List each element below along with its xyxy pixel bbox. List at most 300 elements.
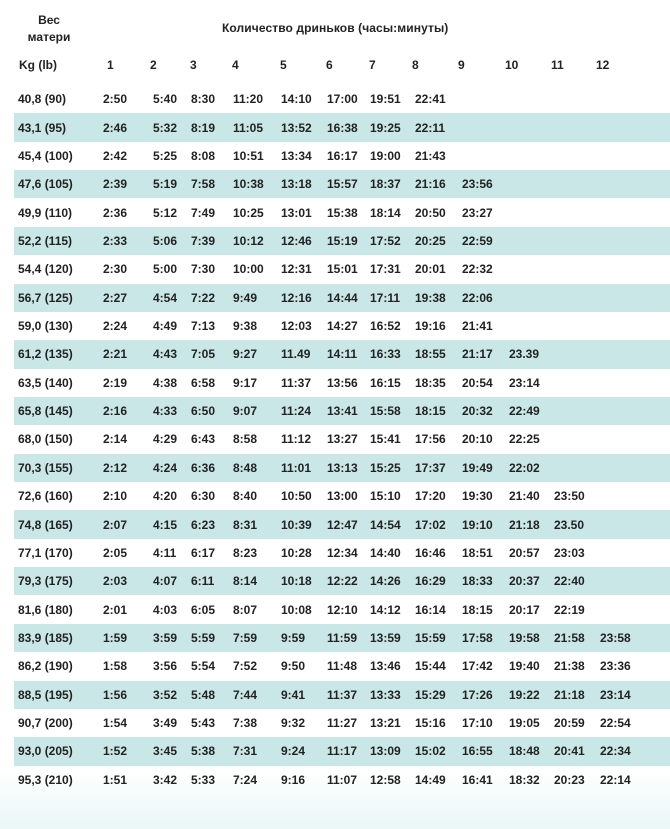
time-cell: 14:27 (327, 319, 358, 334)
time-cell: 11:59 (327, 624, 370, 652)
time-cell: 22:19 (554, 602, 585, 617)
time-cell: 9:16 (281, 772, 306, 787)
breastfeeding-alcohol-table (14, 85, 670, 794)
time-cell: 3:49 (153, 716, 178, 731)
time-cell: 2:07 (103, 510, 153, 538)
time-cell: 2:05 (103, 545, 128, 560)
time-cell (554, 369, 600, 397)
time-cell: 15:02 (415, 737, 462, 765)
time-cell: 23.39 (509, 340, 554, 368)
time-cell: 8:23 (233, 545, 258, 560)
time-cell: 11:07 (327, 772, 358, 787)
time-cell: 2:36 (103, 205, 128, 220)
time-cell: 4:11 (153, 545, 177, 560)
time-cell (600, 397, 670, 425)
time-cell: 20:23 (554, 772, 585, 787)
weight-cell: 59,0 (130) (18, 319, 73, 334)
table-row (14, 766, 670, 794)
weight-cell: 49,9 (110) (18, 205, 73, 220)
time-cell: 21:16 (415, 170, 462, 198)
time-cell: 23:03 (554, 545, 585, 560)
time-cell: 18:14 (370, 205, 401, 220)
time-cell: 5:59 (191, 624, 233, 652)
time-cell: 4:20 (153, 489, 178, 504)
time-cell: 17:56 (415, 432, 446, 447)
time-cell: 15:01 (327, 262, 358, 277)
weight-cell: 77,1 (170) (18, 545, 73, 560)
time-cell: 5:43 (191, 716, 216, 731)
time-cell: 5:25 (153, 148, 178, 163)
time-cell: 13:00 (327, 489, 358, 504)
time-cell: 4:24 (153, 454, 191, 482)
table-row (14, 369, 670, 397)
weight-cell: 90,7 (200) (18, 716, 73, 731)
time-cell: 22:14 (600, 772, 631, 787)
time-cell: 20:59 (554, 716, 585, 731)
time-cell: 18:35 (415, 375, 446, 390)
time-cell: 10:00 (233, 262, 264, 277)
time-cell: 7:22 (191, 284, 233, 312)
time-cell: 5:06 (153, 227, 191, 255)
time-cell (600, 85, 670, 113)
time-cell: 9:59 (281, 624, 327, 652)
time-cell (554, 255, 600, 283)
time-cell: 9:17 (233, 375, 258, 390)
time-cell: 6:36 (191, 454, 233, 482)
time-cell: 18:15 (415, 397, 462, 425)
time-cell: 8:48 (233, 454, 281, 482)
time-cell: 19:05 (509, 716, 540, 731)
drink-count-header: 9 (458, 58, 465, 72)
time-cell: 17:37 (415, 454, 462, 482)
drink-count-header: 4 (232, 58, 239, 72)
drinks-column-title: Количество дриньков (часы:минуты) (222, 21, 449, 35)
time-cell: 6:11 (191, 567, 233, 595)
time-cell (600, 142, 670, 170)
time-cell (554, 170, 600, 198)
time-cell: 19:58 (509, 624, 554, 652)
time-cell: 11:05 (233, 113, 281, 141)
time-cell: 13:21 (370, 716, 401, 731)
time-cell: 22:02 (509, 454, 554, 482)
time-cell: 13:41 (327, 397, 370, 425)
time-cell (554, 312, 600, 340)
weight-cell: 86,2 (190) (18, 659, 73, 674)
time-cell: 6:50 (191, 397, 233, 425)
time-cell (509, 85, 554, 113)
time-cell: 23:14 (509, 375, 540, 390)
drink-count-header: 3 (190, 58, 197, 72)
time-cell: 5:48 (191, 681, 233, 709)
time-cell: 17:11 (370, 284, 415, 312)
table-body (14, 85, 670, 794)
time-cell: 4:43 (153, 340, 191, 368)
table-row (14, 567, 670, 595)
drink-count-header: 5 (280, 58, 287, 72)
time-cell: 4:38 (153, 375, 178, 390)
time-cell: 2:30 (103, 262, 128, 277)
time-cell: 22:32 (462, 262, 493, 277)
time-cell: 2:10 (103, 489, 128, 504)
drink-count-header: 2 (150, 58, 157, 72)
time-cell: 15:41 (370, 432, 401, 447)
time-cell: 16:33 (370, 340, 415, 368)
time-cell: 21:41 (462, 319, 493, 334)
time-cell: 9:27 (233, 340, 281, 368)
time-cell (600, 198, 670, 226)
time-cell: 13:34 (281, 148, 312, 163)
time-cell: 22:11 (415, 113, 462, 141)
time-cell: 2:14 (103, 432, 128, 447)
time-cell: 2:12 (103, 454, 153, 482)
time-cell: 18:48 (509, 737, 554, 765)
time-cell: 3:45 (153, 737, 191, 765)
time-cell (509, 170, 554, 198)
time-cell (554, 113, 600, 141)
time-cell: 15:38 (327, 205, 358, 220)
time-cell: 13:01 (281, 205, 312, 220)
time-cell: 12:58 (370, 772, 401, 787)
time-cell: 23.50 (554, 510, 600, 538)
time-cell: 20:41 (554, 737, 600, 765)
weight-cell: 40,8 (90) (18, 92, 67, 107)
weight-units-label: Kg (lb) (19, 58, 57, 72)
time-cell: 13:56 (327, 375, 358, 390)
time-cell: 14:12 (370, 602, 401, 617)
time-cell (600, 510, 670, 538)
time-cell: 17:26 (462, 681, 509, 709)
time-cell: 12:46 (281, 227, 327, 255)
table-row (14, 737, 670, 765)
time-cell: 20:17 (509, 602, 540, 617)
time-cell: 8:40 (233, 489, 258, 504)
time-cell: 6:05 (191, 602, 216, 617)
time-cell: 21:18 (554, 681, 600, 709)
time-cell: 16:15 (370, 375, 401, 390)
time-cell: 9:49 (233, 284, 281, 312)
drink-count-header: 1 (107, 58, 114, 72)
time-cell: 19:51 (370, 92, 401, 107)
drink-count-header: 11 (551, 58, 564, 72)
time-cell (509, 255, 554, 283)
time-cell: 11:48 (327, 659, 358, 674)
time-cell: 7:49 (191, 205, 216, 220)
time-cell: 22:49 (509, 397, 554, 425)
time-cell: 16:17 (327, 148, 358, 163)
time-cell: 7:39 (191, 227, 233, 255)
time-cell: 19:30 (462, 489, 493, 504)
time-cell: 7:38 (233, 716, 258, 731)
time-cell (462, 113, 509, 141)
time-cell: 9:38 (233, 319, 258, 334)
time-cell: 21:17 (462, 340, 509, 368)
time-cell: 2:16 (103, 397, 153, 425)
time-cell: 22:25 (509, 432, 540, 447)
weight-cell: 63,5 (140) (18, 375, 73, 390)
time-cell: 13:46 (370, 659, 401, 674)
time-cell: 13:52 (281, 113, 327, 141)
time-cell: 18:37 (370, 170, 415, 198)
time-cell (554, 227, 600, 255)
time-cell: 4:29 (153, 432, 178, 447)
weight-cell: 93,0 (205) (14, 737, 103, 765)
time-cell: 14:54 (370, 510, 415, 538)
time-cell: 21:58 (554, 624, 600, 652)
time-cell: 8:19 (191, 113, 233, 141)
time-cell: 9:50 (281, 659, 306, 674)
table-row (14, 85, 670, 113)
time-cell: 3:56 (153, 659, 178, 674)
table-row (14, 170, 670, 198)
time-cell: 15:19 (327, 227, 370, 255)
time-cell: 21:18 (509, 510, 554, 538)
time-cell: 17:52 (370, 227, 415, 255)
time-cell: 12:47 (327, 510, 370, 538)
time-cell: 17:02 (415, 510, 462, 538)
time-cell: 11:12 (281, 432, 312, 447)
time-cell: 2:21 (103, 340, 153, 368)
time-cell (600, 113, 670, 141)
time-cell: 13:33 (370, 681, 415, 709)
time-cell (509, 142, 554, 170)
time-cell: 7:31 (233, 737, 281, 765)
time-cell: 8:58 (233, 432, 258, 447)
time-cell (600, 539, 670, 567)
time-cell (462, 142, 509, 170)
time-cell (554, 284, 600, 312)
time-cell: 20:25 (415, 227, 462, 255)
time-cell: 11:20 (233, 92, 264, 107)
time-cell: 11:37 (327, 681, 370, 709)
time-cell: 13:18 (281, 170, 327, 198)
time-cell: 1:56 (103, 681, 153, 709)
time-cell: 23:56 (462, 170, 509, 198)
time-cell: 2:33 (103, 227, 153, 255)
time-cell: 12:03 (281, 319, 312, 334)
time-cell: 16:46 (415, 545, 446, 560)
time-cell: 17:31 (370, 262, 401, 277)
table-row (14, 681, 670, 709)
time-cell: 21:40 (509, 489, 540, 504)
time-cell: 23:14 (600, 681, 670, 709)
time-cell: 4:33 (153, 397, 191, 425)
time-cell: 3:59 (153, 624, 191, 652)
time-cell: 12:34 (327, 545, 358, 560)
time-cell: 19:10 (462, 510, 509, 538)
time-cell: 4:07 (153, 567, 191, 595)
time-cell: 12:22 (327, 567, 370, 595)
time-cell: 4:03 (153, 602, 178, 617)
table-row (14, 539, 670, 567)
time-cell: 20:10 (462, 432, 493, 447)
time-cell (509, 113, 554, 141)
time-cell: 15:10 (370, 489, 401, 504)
time-cell: 13:59 (370, 624, 415, 652)
time-cell (600, 284, 670, 312)
time-cell (600, 312, 670, 340)
table-row (14, 652, 670, 680)
table-row (14, 425, 670, 453)
time-cell: 15:16 (415, 716, 446, 731)
time-cell: 2:46 (103, 113, 153, 141)
time-cell: 19:40 (509, 659, 540, 674)
time-cell: 16:38 (327, 113, 370, 141)
time-cell: 22:59 (462, 227, 509, 255)
time-cell: 5:19 (153, 170, 191, 198)
time-cell: 16:29 (415, 567, 462, 595)
weight-cell: 47,6 (105) (14, 170, 103, 198)
time-cell: 16:14 (415, 602, 446, 617)
time-cell: 20:37 (509, 567, 554, 595)
weight-cell: 52,2 (115) (14, 227, 103, 255)
time-cell (600, 482, 670, 510)
time-cell (554, 198, 600, 226)
time-cell: 3:52 (153, 681, 191, 709)
table-row (14, 227, 670, 255)
time-cell: 8:08 (191, 148, 216, 163)
time-cell (600, 369, 670, 397)
time-cell: 6:30 (191, 489, 216, 504)
time-cell: 8:30 (191, 92, 216, 107)
time-cell: 2:03 (103, 567, 153, 595)
table-row (14, 340, 670, 368)
weight-cell: 65,8 (145) (14, 397, 103, 425)
time-cell: 17:58 (462, 624, 509, 652)
time-cell: 22:34 (600, 737, 670, 765)
time-cell (554, 340, 600, 368)
time-cell: 17:42 (462, 659, 493, 674)
table-row (14, 255, 670, 283)
table-row (14, 198, 670, 226)
time-cell: 7:52 (233, 659, 258, 674)
time-cell: 18:15 (462, 602, 493, 617)
time-cell: 6:17 (191, 545, 216, 560)
time-cell: 12:10 (327, 602, 358, 617)
time-cell: 14:40 (370, 545, 401, 560)
time-cell: 11:24 (281, 397, 327, 425)
time-cell: 14:44 (327, 284, 370, 312)
time-cell (600, 255, 670, 283)
weight-cell: 81,6 (180) (18, 602, 73, 617)
table-row (14, 113, 670, 141)
time-cell: 15:29 (415, 681, 462, 709)
time-cell: 19:16 (415, 319, 446, 334)
table-header (0, 0, 670, 85)
time-cell: 8:14 (233, 567, 281, 595)
time-cell: 6:43 (191, 432, 216, 447)
time-cell: 13:13 (327, 454, 370, 482)
time-cell: 19:25 (370, 113, 415, 141)
time-cell: 9:24 (281, 737, 327, 765)
time-cell: 13:09 (370, 737, 415, 765)
time-cell: 20:01 (415, 262, 446, 277)
weight-cell: 56,7 (125) (14, 284, 103, 312)
time-cell: 21:38 (554, 659, 585, 674)
table-row (14, 595, 670, 623)
drink-count-header: 12 (596, 58, 610, 72)
time-cell: 5:32 (153, 113, 191, 141)
weight-cell: 79,3 (175) (14, 567, 103, 595)
time-cell: 20:32 (462, 397, 509, 425)
time-cell (554, 425, 600, 453)
time-cell: 19:22 (509, 681, 554, 709)
time-cell: 7:59 (233, 624, 281, 652)
time-cell: 9:41 (281, 681, 327, 709)
time-cell: 22:54 (600, 716, 631, 731)
weight-cell: 70,3 (155) (14, 454, 103, 482)
time-cell (600, 170, 670, 198)
time-cell: 7:13 (191, 319, 216, 334)
time-cell: 17:00 (327, 92, 358, 107)
time-cell (600, 567, 670, 595)
time-cell: 9:07 (233, 397, 281, 425)
time-cell: 1:52 (103, 737, 153, 765)
time-cell: 18:33 (462, 567, 509, 595)
time-cell (462, 85, 509, 113)
time-cell: 7:05 (191, 340, 233, 368)
time-cell: 7:30 (191, 262, 216, 277)
time-cell: 4:49 (153, 319, 178, 334)
time-cell: 7:44 (233, 681, 281, 709)
time-cell: 10:12 (233, 227, 281, 255)
time-cell: 11:01 (281, 454, 327, 482)
time-cell (554, 397, 600, 425)
time-cell: 14:49 (415, 772, 446, 787)
time-cell: 2:19 (103, 375, 128, 390)
time-cell: 5:33 (191, 772, 216, 787)
time-cell: 9:32 (281, 716, 306, 731)
weight-cell: 43,1 (95) (14, 113, 103, 141)
time-cell (509, 284, 554, 312)
time-cell: 2:24 (103, 319, 128, 334)
time-cell: 18:55 (415, 340, 462, 368)
table-row (14, 510, 670, 538)
time-cell: 17:10 (462, 716, 493, 731)
table-row (14, 624, 670, 652)
time-cell: 8:31 (233, 510, 281, 538)
time-cell (600, 454, 670, 482)
time-cell: 2:01 (103, 602, 128, 617)
time-cell: 23:27 (462, 205, 493, 220)
time-cell (554, 142, 600, 170)
time-cell: 17:20 (415, 489, 446, 504)
time-cell: 16:55 (462, 737, 509, 765)
time-cell: 2:27 (103, 284, 153, 312)
time-cell (509, 312, 554, 340)
weight-cell: 72,6 (160) (18, 489, 73, 504)
time-cell: 10:18 (281, 567, 327, 595)
time-cell (600, 425, 670, 453)
time-cell: 13:27 (327, 432, 358, 447)
time-cell: 23:36 (600, 659, 631, 674)
time-cell: 15:58 (370, 397, 415, 425)
time-cell: 7:24 (233, 772, 258, 787)
time-cell: 21:43 (415, 148, 446, 163)
time-cell: 5:40 (153, 92, 178, 107)
table-row (14, 454, 670, 482)
table-row (14, 397, 670, 425)
time-cell: 7:58 (191, 170, 233, 198)
time-cell: 12:31 (281, 262, 312, 277)
weight-column-title: Вес матери (27, 13, 71, 44)
time-cell: 11:17 (327, 737, 370, 765)
weight-cell: 68,0 (150) (18, 432, 73, 447)
time-cell: 1:51 (103, 772, 128, 787)
time-cell: 5:38 (191, 737, 233, 765)
drink-count-header: 8 (412, 58, 419, 72)
drink-count-header: 7 (369, 58, 376, 72)
weight-cell: 61,2 (135) (14, 340, 103, 368)
